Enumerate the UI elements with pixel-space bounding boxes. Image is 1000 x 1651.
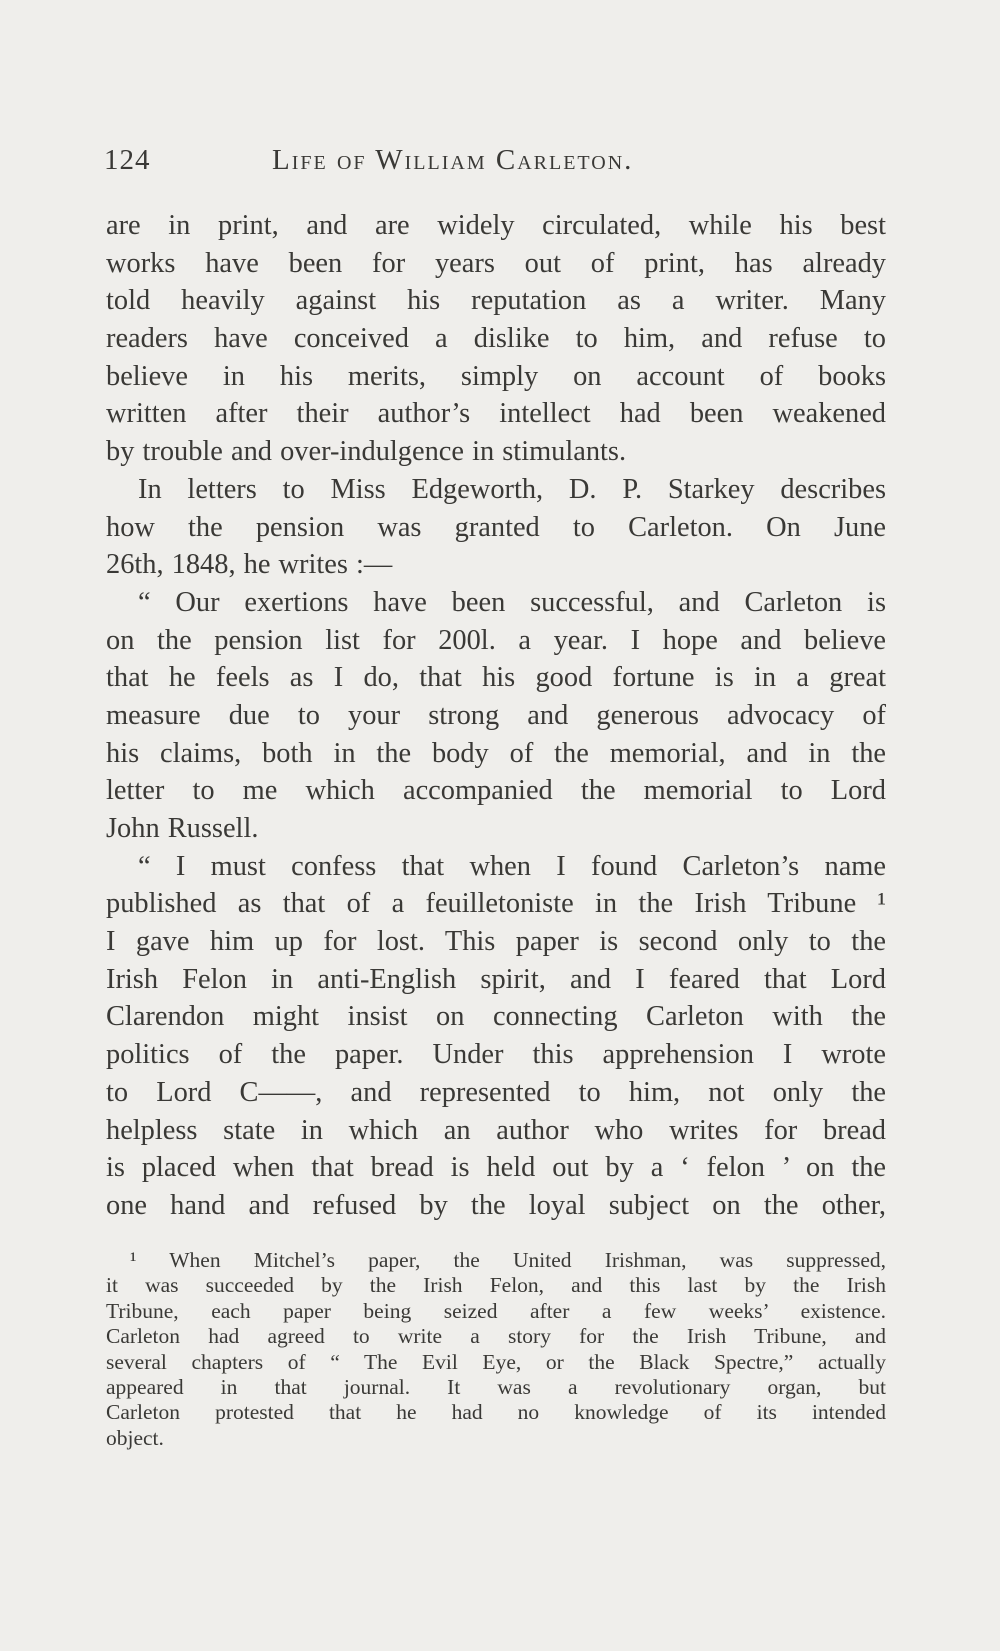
text-line: 26th, 1848, he writes :— bbox=[106, 549, 393, 581]
text-line: “ Our exertions have been successful, and Carleton is bbox=[138, 586, 886, 618]
text-line: Clarendon might insist on connecting Carleton with the bbox=[106, 1001, 886, 1033]
footnote-line: it was succeeded by the Irish Felon, and this last by the Irish bbox=[106, 1273, 886, 1298]
text-line: believe in his merits, simply on account of books bbox=[106, 360, 886, 392]
text-line: helpless state in which an author who writes for bread bbox=[106, 1114, 886, 1146]
page-number: 124 bbox=[104, 144, 151, 176]
body-text bbox=[106, 207, 886, 1225]
footnote-line: appeared in that journal. It was a revolutionary organ, but bbox=[106, 1374, 886, 1399]
text-line: politics of the paper. Under this apprehension I wrote bbox=[106, 1039, 886, 1071]
footnote-line: several chapters of “ The Evil Eye, or the Black Spectre,” actually bbox=[106, 1349, 886, 1374]
text-line: letter to me which accompanied the memorial to Lord bbox=[106, 775, 886, 807]
footnote-line: Carleton had agreed to write a story for the Irish Tribune, and bbox=[106, 1324, 886, 1349]
running-title: Life of William Carleton. bbox=[272, 144, 634, 176]
text-line: by trouble and over-indulgence in stimulants. bbox=[106, 436, 627, 468]
text-line: In letters to Miss Edgeworth, D. P. Starkey describes bbox=[138, 473, 886, 505]
footnote-line: ¹ When Mitchel’s paper, the United Irishman, was suppressed, bbox=[130, 1248, 886, 1272]
text-line: written after their author’s intellect had been weakened bbox=[106, 398, 886, 430]
text-line: John Russell. bbox=[106, 813, 259, 844]
footnote-line: Tribune, each paper being seized after a few weeks’ existence. bbox=[106, 1298, 886, 1323]
text-line: Irish Felon in anti-English spirit, and I feared that Lord bbox=[106, 963, 886, 995]
text-line: is placed when that bread is held out by a ‘ felon ’ on the bbox=[106, 1152, 886, 1184]
footnote-line: object. bbox=[106, 1425, 164, 1450]
text-line: readers have conceived a dislike to him, and refuse to bbox=[106, 323, 886, 355]
text-line: on the pension list for 200l. a year. I hope and believe bbox=[106, 624, 886, 656]
text-line: his claims, both in the body of the memorial, and in the bbox=[106, 737, 886, 769]
text-line: that he feels as I do, that his good fortune is in a great bbox=[106, 662, 886, 694]
text-line: are in print, and are widely circulated, while his best bbox=[106, 210, 886, 241]
text-line: “ I must confess that when I found Carleton’s name bbox=[138, 850, 886, 882]
footnote bbox=[106, 1248, 886, 1451]
text-line: to Lord C——, and represented to him, not only the bbox=[106, 1076, 886, 1108]
text-line: measure due to your strong and generous advocacy of bbox=[106, 699, 886, 731]
page-header bbox=[104, 144, 884, 184]
text-line: told heavily against his reputation as a writer. Many bbox=[106, 285, 886, 317]
footnote-line: Carleton protested that he had no knowledge of its intended bbox=[106, 1400, 886, 1425]
text-line: one hand and refused by the loyal subject on the other, bbox=[106, 1189, 886, 1221]
text-line: how the pension was granted to Carleton. On June bbox=[106, 511, 886, 543]
text-line: I gave him up for lost. This paper is second only to the bbox=[106, 926, 886, 958]
text-line: works have been for years out of print, has already bbox=[106, 247, 886, 279]
text-line: published as that of a feuilletoniste in the Irish Tribune ¹ bbox=[106, 888, 886, 920]
